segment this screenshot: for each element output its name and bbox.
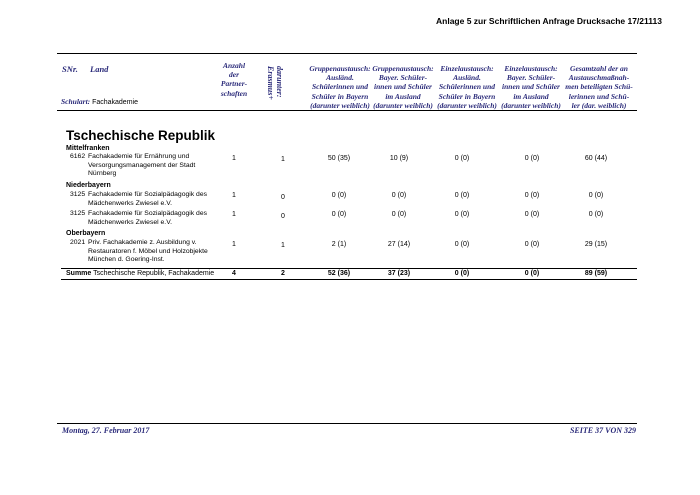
school-number: 3125 — [70, 210, 86, 217]
header-col-partnerschaften: Anzahl der Partner- schaften — [220, 61, 248, 98]
school-name-line: Nürnberg — [88, 170, 117, 178]
header-schulart — [61, 97, 138, 106]
region-heading: Mittelfranken — [66, 145, 110, 152]
header-schulart-value: Fachakademie — [92, 99, 138, 106]
summary-grp-in: 52 (36) — [327, 270, 351, 277]
school-name-line: München d. Goering-Inst. — [88, 256, 165, 264]
footer-page-number: SEITE 37 VON 329 — [569, 426, 636, 435]
school-number: 2021 — [70, 239, 86, 246]
school-number: 3125 — [70, 191, 86, 198]
region-heading: Oberbayern — [66, 230, 106, 237]
document-reference: Anlage 5 zur Schriftlichen Anfrage Drucksache 17/21113 — [436, 16, 662, 26]
cell-grp-in: 50 (35) — [327, 155, 351, 162]
school-entry — [70, 210, 220, 227]
cell-gesamt: 29 (15) — [584, 241, 608, 248]
header-top-rule — [57, 53, 637, 54]
school-name-line: Mädchenwerks Zwiesel e.V. — [88, 199, 172, 207]
cell-grp-out: 0 (0) — [391, 192, 407, 199]
cell-grp-in: 2 (1) — [331, 241, 347, 248]
cell-partnerschaften: 1 — [232, 241, 236, 248]
header-bottom-rule — [57, 110, 637, 111]
header-col-grp-in: Gruppenaustausch: Ausländ. Schülerinnen und Schüler in Bayern (darunter weiblich) — [309, 64, 371, 110]
school-entry — [70, 191, 220, 208]
header-col-einz-in: Einzelaustausch: Ausländ. Schülerinnen und Schüler in Bayern (darunter weiblich) — [437, 64, 497, 110]
cell-erasmus: 0 — [281, 213, 285, 220]
summary-einz-in: 0 (0) — [454, 270, 470, 277]
summary-einz-out: 0 (0) — [524, 270, 540, 277]
cell-einz-in: 0 (0) — [454, 211, 470, 218]
footer-rule — [57, 423, 637, 424]
school-name-line: Fachakademie für Sozialpädagogik des — [88, 191, 208, 198]
summary-label-bold: Summe — [66, 270, 92, 277]
cell-grp-out: 0 (0) — [391, 211, 407, 218]
header-col-grp-out: Gruppenaustausch: Bayer. Schüler- innen und Schüler im Ausland (darunter weiblich) — [372, 64, 434, 110]
cell-grp-in: 0 (0) — [331, 192, 347, 199]
school-name-line: Restauratoren f. Möbel und Holzobjekte — [88, 247, 208, 255]
cell-partnerschaften: 1 — [232, 211, 236, 218]
summary-partnerschaften: 4 — [232, 270, 236, 277]
region-heading: Niederbayern — [66, 182, 111, 189]
school-name-line: Fachakademie für Sozialpädagogik des — [88, 210, 208, 217]
cell-einz-out: 0 (0) — [524, 211, 540, 218]
summary-label — [66, 270, 214, 277]
cell-partnerschaften: 1 — [232, 155, 236, 162]
header-col-einz-out: Einzelaustausch: Bayer. Schüler- innen und Schüler im Ausland (darunter weiblich) — [501, 64, 561, 110]
cell-gesamt: 0 (0) — [588, 192, 604, 199]
header-schulart-label: Schulart: — [61, 97, 91, 106]
cell-erasmus: 1 — [281, 242, 285, 249]
school-name-line: Fachakademie für Ernährung und — [88, 153, 190, 160]
cell-grp-in: 0 (0) — [331, 211, 347, 218]
cell-einz-in: 0 (0) — [454, 241, 470, 248]
summary-top-rule — [61, 268, 637, 269]
school-entry — [70, 153, 220, 179]
summary-gesamt: 89 (59) — [584, 270, 608, 277]
cell-einz-out: 0 (0) — [524, 155, 540, 162]
header-col-gesamt: Gesamtzahl der an Austauschmaßnah- men beteiligten Schü- lerinnen und Schü- ler (dar. weiblich) — [565, 64, 633, 110]
summary-bottom-rule — [61, 279, 637, 280]
school-name-line: Versorgungsmanagement der Stadt — [88, 161, 196, 169]
header-snr: SNr. — [62, 64, 78, 74]
cell-grp-out: 27 (14) — [387, 241, 411, 248]
school-name-line: Priv. Fachakademie z. Ausbildung v. — [88, 239, 197, 246]
cell-gesamt: 0 (0) — [588, 211, 604, 218]
cell-grp-out: 10 (9) — [389, 155, 409, 162]
cell-einz-out: 0 (0) — [524, 192, 540, 199]
cell-einz-in: 0 (0) — [454, 192, 470, 199]
cell-erasmus: 1 — [281, 156, 285, 163]
country-heading: Tschechische Republik — [66, 128, 216, 143]
footer-date: Montag, 27. Februar 2017 — [62, 426, 150, 435]
school-entry — [70, 239, 220, 265]
summary-erasmus: 2 — [281, 270, 285, 277]
summary-grp-out: 37 (23) — [387, 270, 411, 277]
cell-partnerschaften: 1 — [232, 192, 236, 199]
summary-label-rest: Tschechische Republik, Fachakademie — [93, 270, 215, 277]
header-col-erasmus: darunter: Erasmus+ — [266, 66, 284, 100]
cell-einz-out: 0 (0) — [524, 241, 540, 248]
cell-einz-in: 0 (0) — [454, 155, 470, 162]
header-land: Land — [90, 64, 109, 74]
school-number: 6162 — [70, 153, 86, 160]
cell-gesamt: 60 (44) — [584, 155, 608, 162]
school-name-line: Mädchenwerks Zwiesel e.V. — [88, 218, 172, 226]
cell-erasmus: 0 — [281, 194, 285, 201]
